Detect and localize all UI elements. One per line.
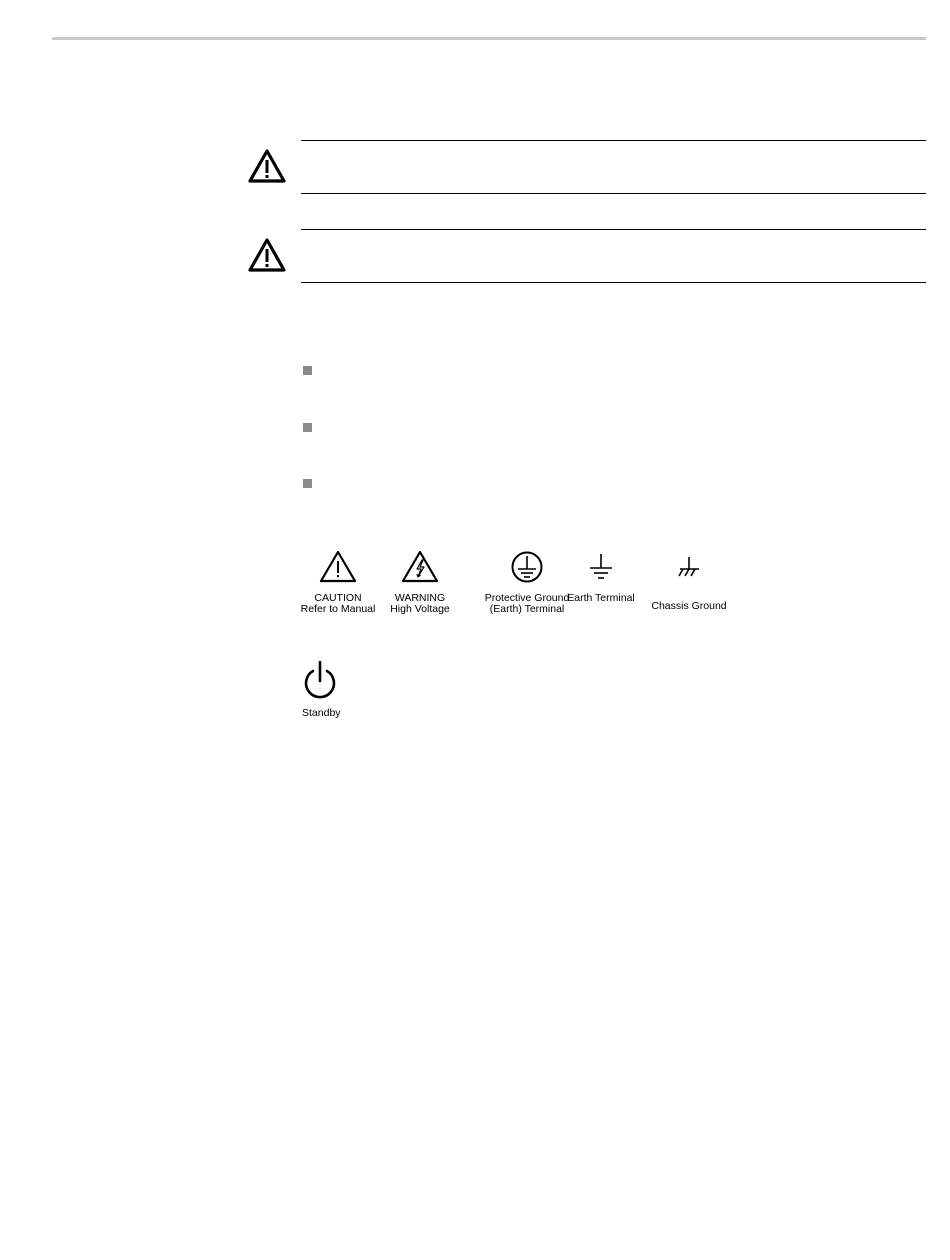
symbol-protective-ground <box>486 549 568 615</box>
symbol-caption: Standby <box>302 707 341 719</box>
symbol-caption-line1: CAUTION <box>314 592 362 604</box>
symbol-caption: Chassis Ground <box>651 600 727 612</box>
notice-bottom-rule <box>301 282 926 283</box>
symbol-caption: Earth Terminal <box>567 592 635 604</box>
bullet-marker <box>303 423 312 432</box>
high-voltage-icon <box>400 549 440 585</box>
symbol-standby <box>302 660 342 719</box>
protective-ground-icon <box>510 549 544 585</box>
notice-bottom-rule <box>301 193 926 194</box>
symbol-warning-high-voltage <box>384 549 456 615</box>
bullet-marker <box>303 479 312 488</box>
symbol-caption-line2: High Voltage <box>390 603 450 615</box>
notice-box-caution <box>248 229 926 283</box>
symbol-chassis-ground <box>652 549 726 612</box>
notice-top-rule <box>301 229 926 230</box>
symbol-caption-line2: (Earth) Terminal <box>489 603 565 615</box>
bullet-marker <box>303 366 312 375</box>
caution-triangle-icon <box>248 237 286 273</box>
warning-triangle-icon <box>248 148 286 184</box>
notice-top-rule <box>301 140 926 141</box>
standby-power-icon <box>302 660 338 700</box>
caution-triangle-icon <box>318 549 358 585</box>
symbol-caution <box>300 549 376 615</box>
notice-box-warning <box>248 140 926 194</box>
symbol-caption-line1: WARNING <box>394 592 446 604</box>
earth-terminal-icon <box>586 549 616 585</box>
symbol-caption-line2: Refer to Manual <box>300 603 376 615</box>
header-rule <box>52 37 926 40</box>
chassis-ground-icon <box>674 549 704 585</box>
symbol-earth-terminal <box>566 549 636 604</box>
symbol-caption-line1: Protective Ground <box>484 592 570 604</box>
